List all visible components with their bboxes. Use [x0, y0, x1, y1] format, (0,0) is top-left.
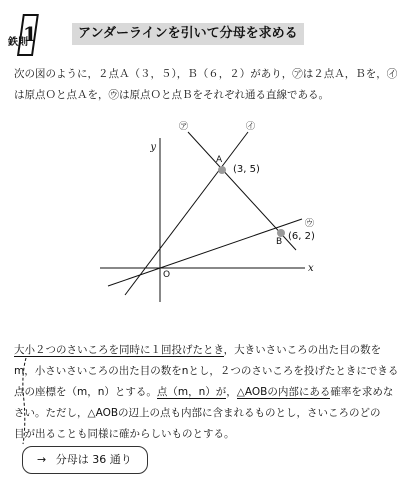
- problem-line-3: 点の座標を（m，n）とする。点（m，n）が，△AOBの内部にある確率を求めな: [14, 386, 394, 398]
- point-b-coord: (6, 2): [288, 231, 315, 242]
- underline-point-mn: 点（m，n）が: [156, 386, 227, 398]
- rule-label: 鉄則: [8, 37, 28, 48]
- page-title: アンダーラインを引いて分母を求める: [72, 23, 304, 45]
- point-b-marker: [277, 229, 285, 237]
- rule-number: 1: [23, 22, 37, 46]
- line-u: [108, 219, 302, 286]
- x-axis-label: x: [308, 263, 314, 274]
- intro-line-1: 次の図のように，２点Ａ（３，５），Ｂ（６，２）があり，㋐は２点Ａ，Ｂを，㋑: [14, 68, 398, 80]
- y-axis-label: y: [150, 142, 156, 153]
- underline-throw-dice: 大小２つのさいころを同時に１回投げたとき: [14, 344, 224, 356]
- answer-arrow: →: [37, 453, 47, 466]
- origin-label: O: [163, 270, 171, 280]
- answer-text: 分母は 36 通り: [55, 453, 132, 466]
- underline-inside-aob: △AOBの内部にある: [236, 386, 331, 398]
- problem-line-1: 大小２つのさいころを同時に１回投げたとき，大きいさいころの出た目の数を: [14, 344, 382, 356]
- coordinate-figure: [100, 110, 330, 310]
- point-a-marker: [218, 166, 226, 174]
- problem-line-4: さい。ただし，△AOBの辺上の点も内部に含まれるものとし，さいころのどの: [14, 407, 381, 419]
- answer-box: [22, 446, 148, 474]
- problem-line-2: m，小さいさいころの出た目の数をnとし，２つのさいころを投げたときにできる: [14, 365, 399, 377]
- point-a-coord: (3, 5): [233, 164, 260, 175]
- line-i-label: ㋑: [246, 122, 256, 132]
- dashed-connector: [20, 356, 28, 446]
- point-a-label: A: [216, 155, 223, 165]
- problem-line-5: 目が出ることも同様に確からしいものとする。: [14, 428, 235, 440]
- rule-badge: [6, 13, 46, 61]
- line-a-label: ㋐: [179, 122, 189, 132]
- line-i: [125, 132, 248, 295]
- point-b-label: B: [276, 237, 283, 247]
- intro-line-2: は原点Ｏと点Ａを，㋒は原点Ｏと点Ｂをそれぞれ通る直線である。: [14, 89, 329, 101]
- line-u-label: ㋒: [305, 219, 315, 229]
